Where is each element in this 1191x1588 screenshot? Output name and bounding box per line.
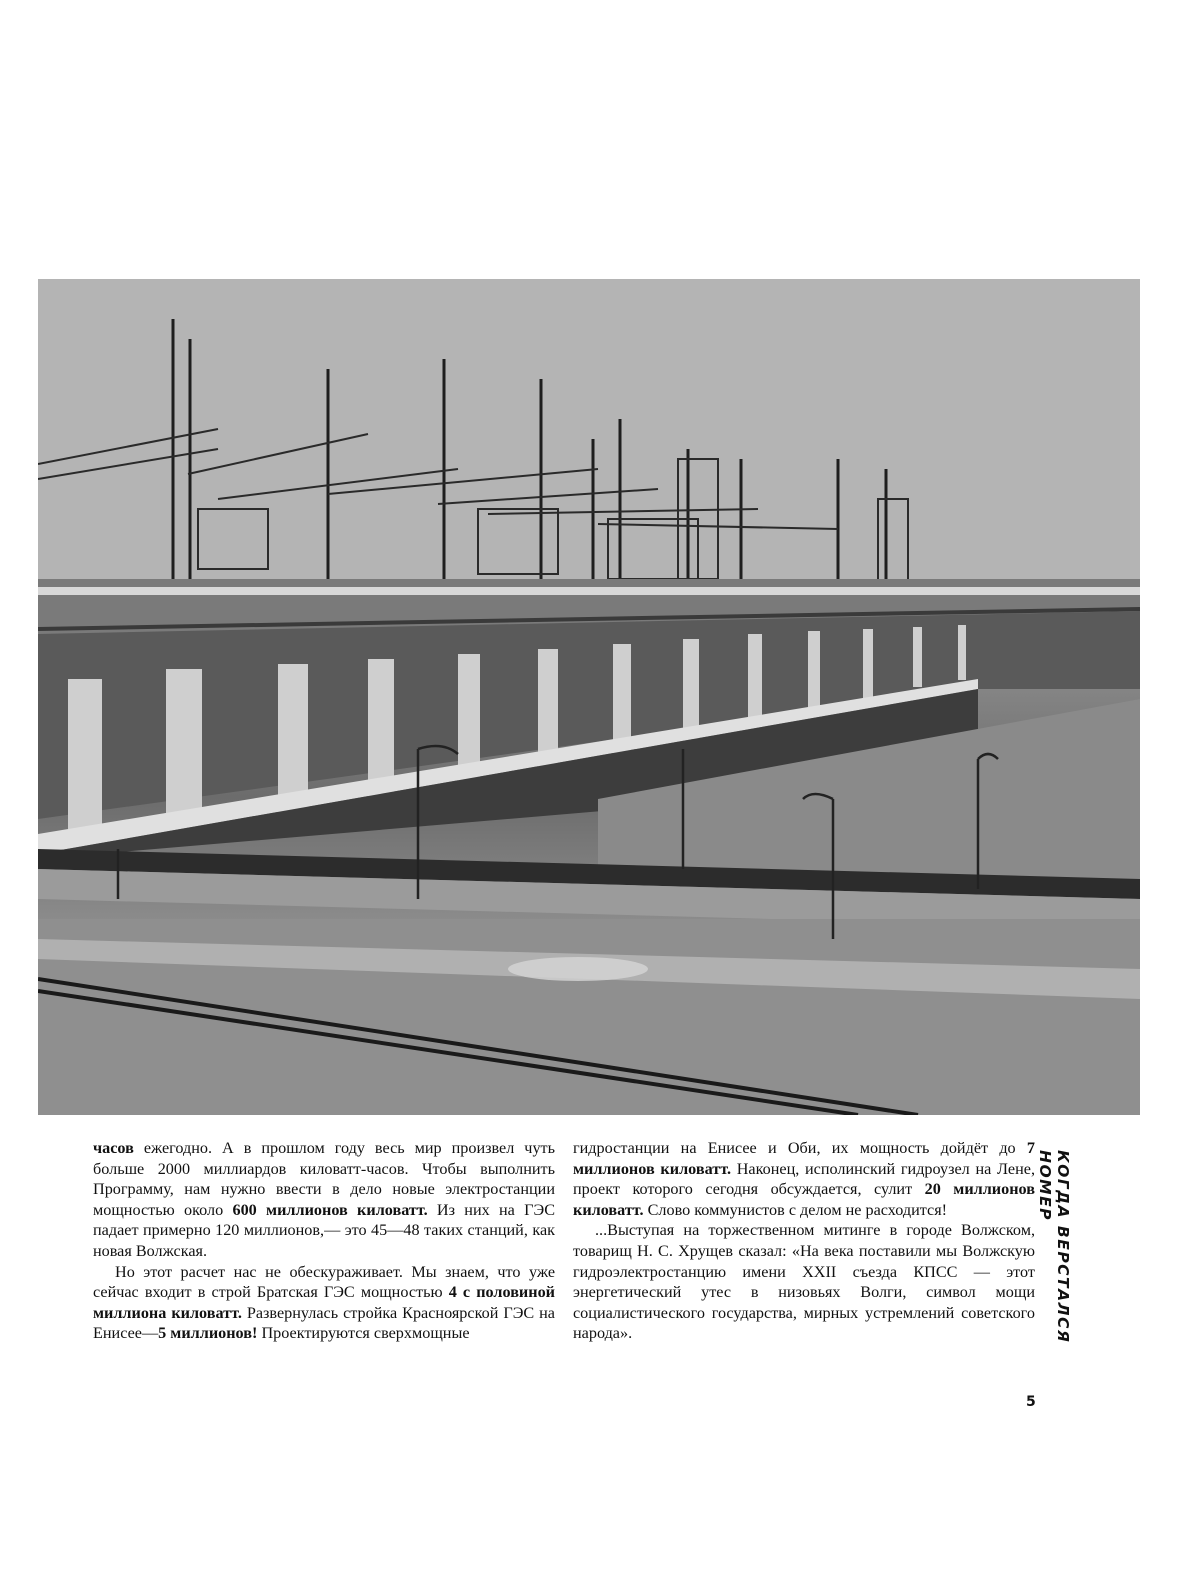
- page-number: 5: [1026, 1394, 1036, 1410]
- article-emphasis: часов: [93, 1139, 134, 1157]
- article-emphasis: 5 миллионов!: [158, 1324, 258, 1343]
- dam-illustration: [38, 279, 1140, 1115]
- article-text: гидростанции на Енисее и Оби, их мощность дойдёт до: [573, 1139, 1027, 1157]
- article-text: Наконец, исполинский гидроузел на Лене, проект которого сегодня обсуждается, сулит: [573, 1159, 1035, 1199]
- article-text: Проектируются сверхмощные: [257, 1324, 470, 1343]
- article-emphasis: 4 с половиной миллиона киловатт.: [93, 1283, 556, 1322]
- dam-photo: [38, 279, 1140, 1115]
- article-emphasis: 7 миллионов киловатт.: [573, 1139, 1035, 1178]
- article-paragraph: ...Выступая на торжественном митинге в городе Волжском, товарищ Н. С. Хрущев сказал: «На века поставили мы Волжскую гидроэлектростанцию имени XXII съезда КПСС — этот энергетический утес в низовьях Волги, символ мощи социалистического государства, мирных устремлений советского народа».: [573, 1221, 1035, 1343]
- article-emphasis: 20 миллионов киловатт.: [573, 1180, 1035, 1219]
- article-text: Но этот расчет нас не обескураживает. Мы знаем, что уже сейчас входит в строй Братская ГЭС мощностью: [93, 1262, 555, 1302]
- article-text: Из них на ГЭС падает примерно 120 миллионов,— это 45—48 таких станций, как новая Волжская.: [93, 1200, 555, 1260]
- article-paragraph: [573, 1138, 1035, 1220]
- section-title-vertical: КОГДА ВЕРСТАЛСЯ НОМЕР: [1036, 1150, 1072, 1344]
- article-text: Развернулась стройка Красноярской ГЭС на Енисее—: [93, 1303, 555, 1343]
- article-text: ежегодно. А в прошлом году весь мир произвел чуть больше 2000 миллиардов киловатт-часов. Чтобы выполнить Программу, нам нужно ввести в дело новые электростанции мощностью около: [93, 1139, 555, 1219]
- article-column-left: [93, 1138, 555, 1344]
- article-emphasis: 600 миллионов киловатт.: [232, 1200, 428, 1219]
- article-column-right: [573, 1138, 1035, 1344]
- article-text: Слово коммунистов с делом не расходится!: [643, 1200, 948, 1219]
- article-paragraph: [93, 1262, 555, 1344]
- article-paragraph: [93, 1138, 555, 1262]
